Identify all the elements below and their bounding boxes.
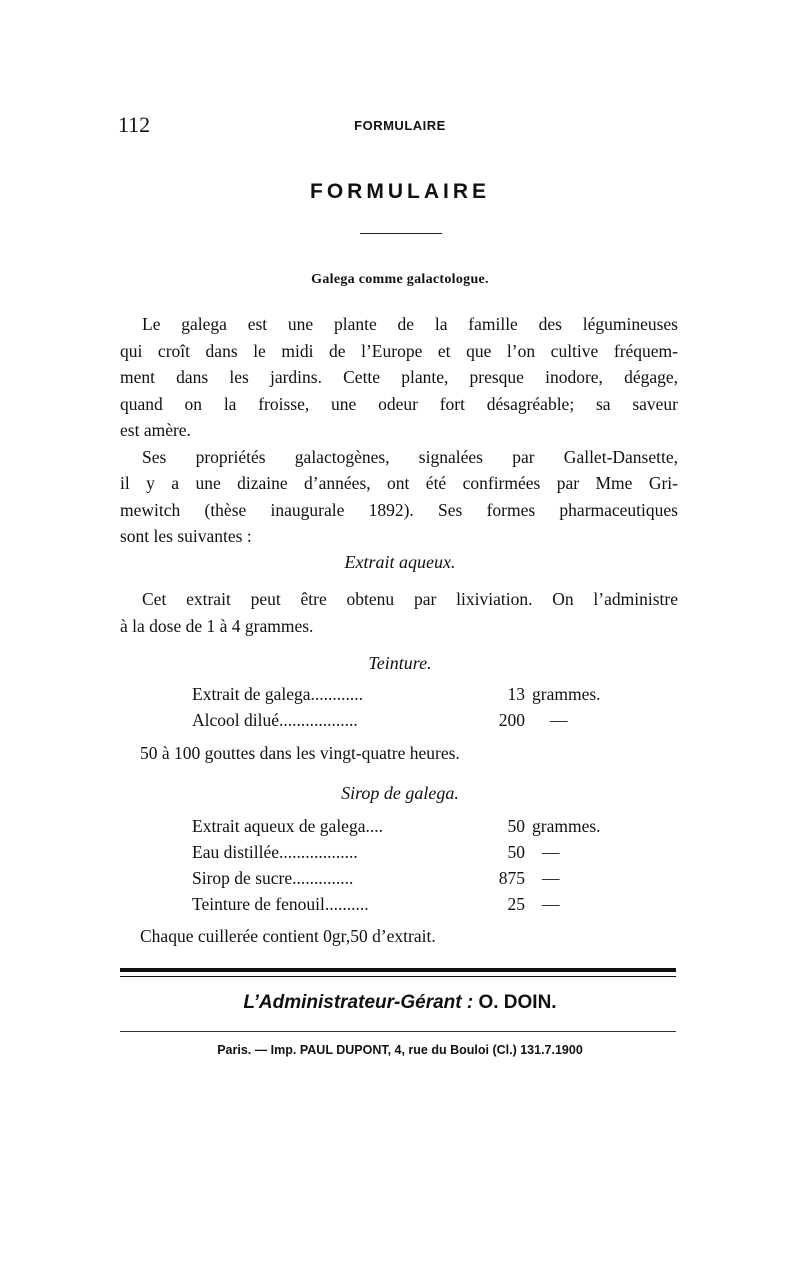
ingredient-qty: 50 xyxy=(507,842,525,862)
ingredient-name: Extrait de galega............ xyxy=(192,684,364,704)
ingredient-unit: — xyxy=(542,842,560,862)
extrait-line: à la dose de 1 à 4 grammes. xyxy=(120,615,314,636)
admin-label: L’Administrateur-Gérant : xyxy=(243,992,474,1013)
ingredient-name: Eau distillée.................. xyxy=(192,842,358,862)
ingredient-name: Extrait aqueux de galega.... xyxy=(192,816,383,836)
ingredient-unit: — xyxy=(550,710,568,730)
ingredient-unit: grammes. xyxy=(532,816,601,836)
intro-line: il y a une dizaine d’années, ont été confirmées par Mme Gri- xyxy=(120,473,678,493)
intro-line: Le galega est une plante de la famille des légumineuses xyxy=(142,314,678,334)
sirop-heading: Sirop de galega. xyxy=(341,783,459,803)
ingredient-unit: grammes. xyxy=(532,684,601,704)
running-title: FORMULAIRE xyxy=(354,118,446,133)
recipe-row xyxy=(192,842,612,868)
intro-line: quand on la froisse, une odeur fort désagréable; sa saveur xyxy=(120,393,678,414)
ingredient-name: Sirop de sucre.............. xyxy=(192,868,354,888)
imprint-rule xyxy=(120,1031,676,1032)
extrait-line: Cet extrait peut être obtenu par lixiviation. On l’administre xyxy=(142,589,678,609)
intro-line: qui croît dans le midi de l’Europe et que l’on cultive fréquem- xyxy=(120,340,678,361)
ingredient-qty: 13 xyxy=(507,684,525,704)
ingredient-name: Teinture de fenouil.......... xyxy=(192,894,369,914)
ingredient-name: Alcool dilué.................. xyxy=(192,710,358,730)
teinture-heading: Teinture. xyxy=(368,653,432,673)
admin-name: O. DOIN. xyxy=(478,992,557,1013)
recipe-row xyxy=(192,868,612,894)
intro-line: est amère. xyxy=(120,420,191,440)
recipe-row xyxy=(192,816,612,842)
intro-line: sont les suivantes : xyxy=(120,526,252,546)
recipe-row xyxy=(192,684,612,710)
administrator-signature xyxy=(0,992,800,1014)
ingredient-qty: 875 xyxy=(498,868,525,888)
footer-rule-thick xyxy=(120,968,676,972)
ingredient-qty: 50 xyxy=(507,816,525,836)
page-number: 112 xyxy=(118,112,151,137)
intro-line: ment dans les jardins. Cette plante, presque inodore, dégage, xyxy=(120,367,678,387)
extrait-paragraph xyxy=(120,586,678,639)
intro-line: Ses propriétés galactogènes, signalées par Gallet-Dansette, xyxy=(142,446,678,467)
section-subtitle: Galega comme galactologue. xyxy=(311,272,489,287)
teinture-recipe xyxy=(192,684,612,736)
ingredient-qty: 25 xyxy=(507,894,525,914)
printer-imprint: Paris. — Imp. PAUL DUPONT, 4, rue du Bouloi (Cl.) 131.7.1900 xyxy=(217,1043,583,1057)
intro-line: mewitch (thèse inaugurale 1892). Ses formes pharmaceutiques xyxy=(120,499,678,520)
footer-rule-thin xyxy=(120,976,676,977)
teinture-note: 50 à 100 gouttes dans les vingt-quatre heures. xyxy=(140,743,460,763)
ingredient-unit: — xyxy=(542,868,560,888)
ingredient-unit: — xyxy=(542,894,560,914)
extrait-heading: Extrait aqueux. xyxy=(344,552,456,572)
intro-paragraph xyxy=(120,311,678,550)
sirop-recipe xyxy=(192,816,612,920)
title-rule xyxy=(360,233,442,234)
page-title: FORMULAIRE xyxy=(310,180,490,203)
ingredient-qty: 200 xyxy=(498,710,525,730)
sirop-note: Chaque cuillerée contient 0gr,50 d’extrait. xyxy=(140,926,436,946)
recipe-row xyxy=(192,710,612,736)
recipe-row xyxy=(192,894,612,920)
